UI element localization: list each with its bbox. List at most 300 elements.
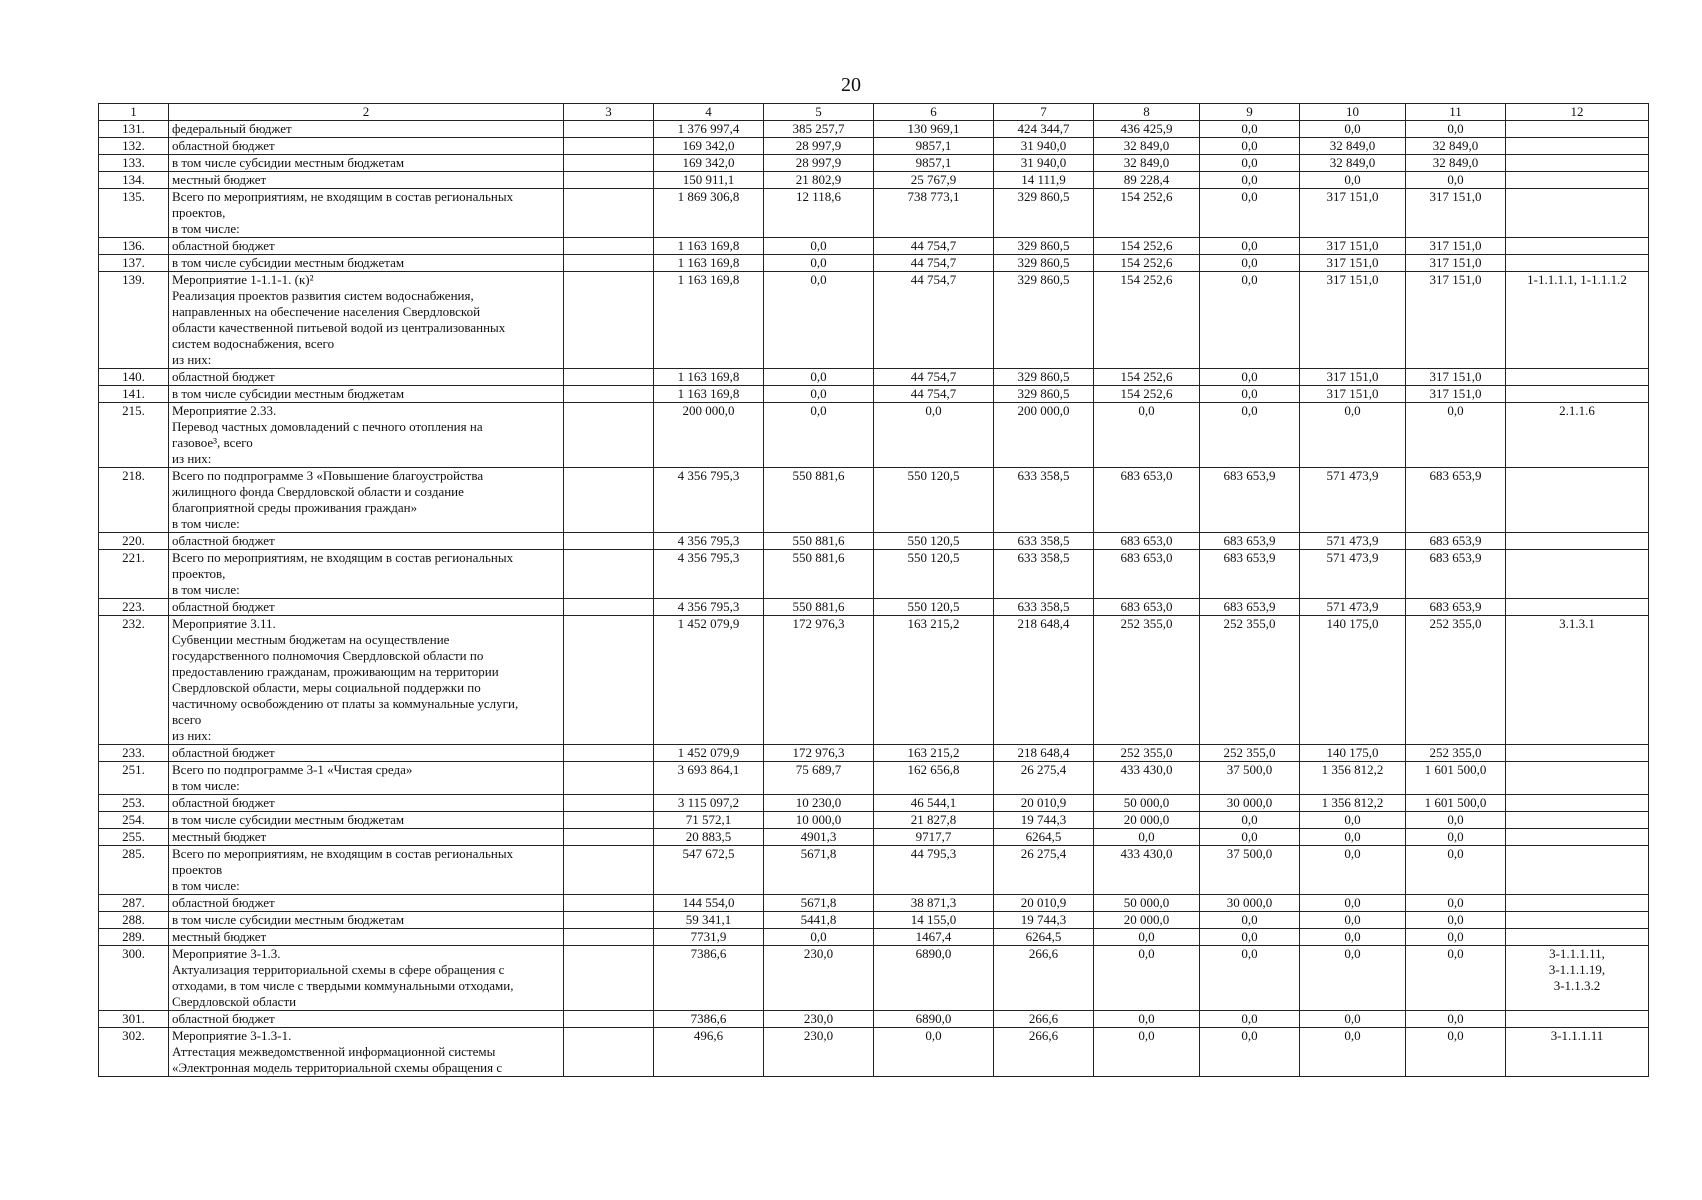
value-cell: 32 849,0 xyxy=(1300,155,1406,172)
row-description xyxy=(169,829,564,846)
target-code-cell xyxy=(1506,238,1649,255)
value-cell: 46 544,1 xyxy=(874,795,994,812)
target-code-cell xyxy=(1506,929,1649,946)
value-cell: 0,0 xyxy=(1200,929,1300,946)
description-line: Всего по мероприятиям, не входящим в состав региональных xyxy=(172,550,514,565)
description-line: областной бюджет xyxy=(172,795,275,810)
empty-cell xyxy=(564,946,654,1011)
value-cell: 571 473,9 xyxy=(1300,533,1406,550)
value-cell: 144 554,0 xyxy=(654,895,764,912)
column-header: 8 xyxy=(1094,104,1200,121)
row-number: 140. xyxy=(99,369,169,386)
description-line: проектов, xyxy=(172,566,226,581)
value-cell: 317 151,0 xyxy=(1300,238,1406,255)
table-row xyxy=(99,468,1649,533)
value-cell: 317 151,0 xyxy=(1300,189,1406,238)
header-row xyxy=(99,104,1649,121)
description-line: газовое³, всего xyxy=(172,435,253,450)
target-code-cell xyxy=(1506,138,1649,155)
value-cell: 44 795,3 xyxy=(874,846,994,895)
value-cell: 44 754,7 xyxy=(874,255,994,272)
row-number: 233. xyxy=(99,745,169,762)
value-cell: 550 881,6 xyxy=(764,533,874,550)
row-description xyxy=(169,795,564,812)
description-line: Мероприятие 3-1.3-1. xyxy=(172,1028,292,1043)
value-cell: 37 500,0 xyxy=(1200,762,1300,795)
description-line: частичному освобождению от платы за коммунальные услуги, xyxy=(172,696,519,711)
description-line: областной бюджет xyxy=(172,895,275,910)
target-code-cell xyxy=(1506,895,1649,912)
value-cell: 0,0 xyxy=(1406,946,1506,1011)
value-cell: 30 000,0 xyxy=(1200,795,1300,812)
empty-cell xyxy=(564,829,654,846)
row-number: 300. xyxy=(99,946,169,1011)
empty-cell xyxy=(564,846,654,895)
value-cell: 218 648,4 xyxy=(994,745,1094,762)
table-row xyxy=(99,386,1649,403)
description-line: из них: xyxy=(172,451,212,466)
description-line: Реализация проектов развития систем водоснабжения, xyxy=(172,288,474,303)
empty-cell xyxy=(564,386,654,403)
value-cell: 38 871,3 xyxy=(874,895,994,912)
value-cell: 150 911,1 xyxy=(654,172,764,189)
empty-cell xyxy=(564,189,654,238)
row-number: 253. xyxy=(99,795,169,812)
value-cell: 683 653,9 xyxy=(1200,468,1300,533)
table-row xyxy=(99,946,1649,1011)
value-cell: 1 356 812,2 xyxy=(1300,795,1406,812)
description-line: Перевод частных домовладений с печного отопления на xyxy=(172,419,483,434)
empty-cell xyxy=(564,1028,654,1077)
value-cell: 140 175,0 xyxy=(1300,745,1406,762)
table-row xyxy=(99,403,1649,468)
value-cell: 317 151,0 xyxy=(1406,238,1506,255)
value-cell: 20 010,9 xyxy=(994,895,1094,912)
value-cell: 89 228,4 xyxy=(1094,172,1200,189)
description-line: в том числе: xyxy=(172,878,240,893)
target-code: 3-1.1.1.19, xyxy=(1548,962,1606,977)
target-code-cell xyxy=(1506,745,1649,762)
target-code-cell xyxy=(1506,172,1649,189)
value-cell: 433 430,0 xyxy=(1094,762,1200,795)
value-cell: 385 257,7 xyxy=(764,121,874,138)
value-cell: 154 252,6 xyxy=(1094,369,1200,386)
value-cell: 162 656,8 xyxy=(874,762,994,795)
empty-cell xyxy=(564,912,654,929)
empty-cell xyxy=(564,121,654,138)
description-line: всего xyxy=(172,712,202,727)
value-cell: 266,6 xyxy=(994,1011,1094,1028)
row-number: 221. xyxy=(99,550,169,599)
empty-cell xyxy=(564,762,654,795)
target-code: 2.1.1.6 xyxy=(1559,403,1595,418)
value-cell: 4 356 795,3 xyxy=(654,550,764,599)
value-cell: 172 976,3 xyxy=(764,616,874,745)
target-code-cell xyxy=(1506,912,1649,929)
description-line: Аттестация межведомственной информационной системы xyxy=(172,1044,496,1059)
value-cell: 0,0 xyxy=(764,386,874,403)
value-cell: 230,0 xyxy=(764,1011,874,1028)
value-cell: 0,0 xyxy=(1200,155,1300,172)
value-cell: 1 601 500,0 xyxy=(1406,795,1506,812)
value-cell: 0,0 xyxy=(1094,829,1200,846)
row-number: 133. xyxy=(99,155,169,172)
empty-cell xyxy=(564,929,654,946)
row-number: 289. xyxy=(99,929,169,946)
target-code: 3.1.3.1 xyxy=(1559,616,1595,631)
value-cell: 31 940,0 xyxy=(994,138,1094,155)
value-cell: 163 215,2 xyxy=(874,616,994,745)
value-cell: 0,0 xyxy=(1094,1028,1200,1077)
empty-cell xyxy=(564,238,654,255)
value-cell: 172 976,3 xyxy=(764,745,874,762)
value-cell: 21 802,9 xyxy=(764,172,874,189)
value-cell: 59 341,1 xyxy=(654,912,764,929)
value-cell: 0,0 xyxy=(874,403,994,468)
target-code-cell xyxy=(1506,533,1649,550)
empty-cell xyxy=(564,255,654,272)
value-cell: 329 860,5 xyxy=(994,255,1094,272)
value-cell: 683 653,0 xyxy=(1094,599,1200,616)
value-cell: 317 151,0 xyxy=(1406,189,1506,238)
description-line: проектов, xyxy=(172,205,226,220)
row-description xyxy=(169,1011,564,1028)
target-code-cell xyxy=(1506,272,1649,369)
value-cell: 130 969,1 xyxy=(874,121,994,138)
value-cell: 1 452 079,9 xyxy=(654,745,764,762)
target-code-cell xyxy=(1506,403,1649,468)
value-cell: 1 376 997,4 xyxy=(654,121,764,138)
value-cell: 0,0 xyxy=(1200,138,1300,155)
row-number: 134. xyxy=(99,172,169,189)
value-cell: 50 000,0 xyxy=(1094,895,1200,912)
value-cell: 6264,5 xyxy=(994,929,1094,946)
row-description xyxy=(169,189,564,238)
row-number: 215. xyxy=(99,403,169,468)
value-cell: 317 151,0 xyxy=(1406,272,1506,369)
description-line: в том числе субсидии местным бюджетам xyxy=(172,912,405,927)
value-cell: 0,0 xyxy=(1200,1011,1300,1028)
value-cell: 0,0 xyxy=(1094,403,1200,468)
table-row xyxy=(99,138,1649,155)
empty-cell xyxy=(564,272,654,369)
description-line: Всего по мероприятиям, не входящим в состав региональных xyxy=(172,846,514,861)
table-row xyxy=(99,238,1649,255)
table-row xyxy=(99,272,1649,369)
value-cell: 154 252,6 xyxy=(1094,189,1200,238)
value-cell: 633 358,5 xyxy=(994,599,1094,616)
description-line: областной бюджет xyxy=(172,533,275,548)
empty-cell xyxy=(564,895,654,912)
value-cell: 0,0 xyxy=(1406,929,1506,946)
value-cell: 0,0 xyxy=(1200,1028,1300,1077)
row-description xyxy=(169,533,564,550)
description-line: Актуализация территориальной схемы в сфере обращения с xyxy=(172,962,505,977)
row-description xyxy=(169,846,564,895)
value-cell: 252 355,0 xyxy=(1094,616,1200,745)
description-line: области качественной питьевой водой из централизованных xyxy=(172,320,506,335)
row-number: 301. xyxy=(99,1011,169,1028)
value-cell: 19 744,3 xyxy=(994,912,1094,929)
value-cell: 0,0 xyxy=(1300,403,1406,468)
value-cell: 9857,1 xyxy=(874,138,994,155)
value-cell: 550 120,5 xyxy=(874,468,994,533)
empty-cell xyxy=(564,403,654,468)
value-cell: 32 849,0 xyxy=(1300,138,1406,155)
value-cell: 329 860,5 xyxy=(994,386,1094,403)
description-line: из них: xyxy=(172,728,212,743)
value-cell: 633 358,5 xyxy=(994,533,1094,550)
value-cell: 200 000,0 xyxy=(654,403,764,468)
description-line: в том числе субсидии местным бюджетам xyxy=(172,812,405,827)
row-description xyxy=(169,369,564,386)
value-cell: 32 849,0 xyxy=(1406,138,1506,155)
row-number: 254. xyxy=(99,812,169,829)
value-cell: 0,0 xyxy=(1200,172,1300,189)
description-line: Всего по подпрограмме 3-1 «Чистая среда» xyxy=(172,762,413,777)
value-cell: 44 754,7 xyxy=(874,238,994,255)
value-cell: 329 860,5 xyxy=(994,238,1094,255)
target-code-cell xyxy=(1506,1011,1649,1028)
value-cell: 7386,6 xyxy=(654,946,764,1011)
row-description xyxy=(169,745,564,762)
value-cell: 683 653,9 xyxy=(1200,599,1300,616)
description-line: благоприятной среды проживания граждан» xyxy=(172,500,418,515)
column-header: 7 xyxy=(994,104,1094,121)
empty-cell xyxy=(564,616,654,745)
description-line: Всего по мероприятиям, не входящим в состав региональных xyxy=(172,189,514,204)
value-cell: 1 163 169,8 xyxy=(654,255,764,272)
target-code-cell xyxy=(1506,468,1649,533)
value-cell: 200 000,0 xyxy=(994,403,1094,468)
target-code-cell xyxy=(1506,189,1649,238)
value-cell: 6264,5 xyxy=(994,829,1094,846)
description-line: в том числе субсидии местным бюджетам xyxy=(172,155,405,170)
value-cell: 20 010,9 xyxy=(994,795,1094,812)
row-description xyxy=(169,762,564,795)
value-cell: 230,0 xyxy=(764,1028,874,1077)
description-line: областной бюджет xyxy=(172,138,275,153)
value-cell: 550 881,6 xyxy=(764,550,874,599)
value-cell: 547 672,5 xyxy=(654,846,764,895)
value-cell: 218 648,4 xyxy=(994,616,1094,745)
column-header: 2 xyxy=(169,104,564,121)
value-cell: 50 000,0 xyxy=(1094,795,1200,812)
value-cell: 14 111,9 xyxy=(994,172,1094,189)
column-header: 11 xyxy=(1406,104,1506,121)
value-cell: 75 689,7 xyxy=(764,762,874,795)
value-cell: 6890,0 xyxy=(874,946,994,1011)
value-cell: 3 693 864,1 xyxy=(654,762,764,795)
description-line: в том числе субсидии местным бюджетам xyxy=(172,255,405,270)
table-row xyxy=(99,745,1649,762)
value-cell: 0,0 xyxy=(1406,1011,1506,1028)
value-cell: 0,0 xyxy=(1200,255,1300,272)
table-row xyxy=(99,846,1649,895)
value-cell: 266,6 xyxy=(994,946,1094,1011)
value-cell: 0,0 xyxy=(1094,1011,1200,1028)
value-cell: 738 773,1 xyxy=(874,189,994,238)
row-description xyxy=(169,255,564,272)
column-header: 3 xyxy=(564,104,654,121)
value-cell: 26 275,4 xyxy=(994,762,1094,795)
value-cell: 0,0 xyxy=(1200,189,1300,238)
column-header: 4 xyxy=(654,104,764,121)
table-row xyxy=(99,155,1649,172)
value-cell: 0,0 xyxy=(1094,929,1200,946)
value-cell: 550 120,5 xyxy=(874,533,994,550)
page-number: 20 xyxy=(841,74,861,96)
value-cell: 0,0 xyxy=(764,929,874,946)
value-cell: 683 653,9 xyxy=(1406,550,1506,599)
value-cell: 0,0 xyxy=(1406,912,1506,929)
value-cell: 266,6 xyxy=(994,1028,1094,1077)
value-cell: 44 754,7 xyxy=(874,272,994,369)
value-cell: 19 744,3 xyxy=(994,812,1094,829)
value-cell: 0,0 xyxy=(1200,812,1300,829)
value-cell: 0,0 xyxy=(1406,895,1506,912)
value-cell: 252 355,0 xyxy=(1200,616,1300,745)
row-number: 288. xyxy=(99,912,169,929)
row-number: 131. xyxy=(99,121,169,138)
value-cell: 44 754,7 xyxy=(874,369,994,386)
empty-cell xyxy=(564,138,654,155)
budget-table xyxy=(98,103,1649,1077)
value-cell: 0,0 xyxy=(1406,1028,1506,1077)
description-line: государственного полномочия Свердловской области по xyxy=(172,648,484,663)
value-cell: 32 849,0 xyxy=(1406,155,1506,172)
value-cell: 25 767,9 xyxy=(874,172,994,189)
description-line: Свердловской области xyxy=(172,994,297,1009)
value-cell: 4 356 795,3 xyxy=(654,599,764,616)
value-cell: 550 881,6 xyxy=(764,468,874,533)
value-cell: 32 849,0 xyxy=(1094,138,1200,155)
value-cell: 0,0 xyxy=(1300,929,1406,946)
value-cell: 0,0 xyxy=(1406,403,1506,468)
row-number: 137. xyxy=(99,255,169,272)
value-cell: 683 653,9 xyxy=(1200,550,1300,599)
row-description xyxy=(169,386,564,403)
row-description xyxy=(169,403,564,468)
value-cell: 140 175,0 xyxy=(1300,616,1406,745)
description-line: Субвенции местным бюджетам на осуществление xyxy=(172,632,450,647)
value-cell: 550 881,6 xyxy=(764,599,874,616)
row-number: 136. xyxy=(99,238,169,255)
value-cell: 317 151,0 xyxy=(1300,369,1406,386)
value-cell: 329 860,5 xyxy=(994,369,1094,386)
row-description xyxy=(169,155,564,172)
value-cell: 9717,7 xyxy=(874,829,994,846)
value-cell: 0,0 xyxy=(1200,238,1300,255)
description-line: предоставлению гражданам, проживающим на территории xyxy=(172,664,499,679)
row-description xyxy=(169,946,564,1011)
table-row xyxy=(99,172,1649,189)
target-code-cell xyxy=(1506,550,1649,599)
value-cell: 0,0 xyxy=(1406,846,1506,895)
value-cell: 0,0 xyxy=(1300,1011,1406,1028)
value-cell: 0,0 xyxy=(1406,829,1506,846)
description-line: «Электронная модель территориальной схемы обращения с xyxy=(172,1060,503,1075)
target-code-cell xyxy=(1506,762,1649,795)
value-cell: 633 358,5 xyxy=(994,468,1094,533)
description-line: областной бюджет xyxy=(172,745,275,760)
value-cell: 31 940,0 xyxy=(994,155,1094,172)
value-cell: 571 473,9 xyxy=(1300,550,1406,599)
description-line: систем водоснабжения, всего xyxy=(172,336,335,351)
value-cell: 169 342,0 xyxy=(654,138,764,155)
value-cell: 28 997,9 xyxy=(764,138,874,155)
value-cell: 4 356 795,3 xyxy=(654,468,764,533)
column-header: 6 xyxy=(874,104,994,121)
value-cell: 433 430,0 xyxy=(1094,846,1200,895)
target-code: 3-1.1.1.11, xyxy=(1549,946,1605,961)
row-description xyxy=(169,238,564,255)
row-number: 285. xyxy=(99,846,169,895)
value-cell: 0,0 xyxy=(1200,912,1300,929)
value-cell: 0,0 xyxy=(1300,912,1406,929)
value-cell: 550 120,5 xyxy=(874,550,994,599)
empty-cell xyxy=(564,550,654,599)
target-code-cell xyxy=(1506,829,1649,846)
column-header: 12 xyxy=(1506,104,1649,121)
description-line: проектов xyxy=(172,862,223,877)
table-row xyxy=(99,829,1649,846)
row-number: 135. xyxy=(99,189,169,238)
description-line: Мероприятие 2.33. xyxy=(172,403,277,418)
row-number: 232. xyxy=(99,616,169,745)
value-cell: 163 215,2 xyxy=(874,745,994,762)
value-cell: 0,0 xyxy=(1200,121,1300,138)
table-row xyxy=(99,616,1649,745)
table-row xyxy=(99,912,1649,929)
value-cell: 0,0 xyxy=(1300,829,1406,846)
value-cell: 252 355,0 xyxy=(1406,745,1506,762)
value-cell: 230,0 xyxy=(764,946,874,1011)
value-cell: 37 500,0 xyxy=(1200,846,1300,895)
value-cell: 0,0 xyxy=(1300,121,1406,138)
value-cell: 252 355,0 xyxy=(1200,745,1300,762)
table-row xyxy=(99,795,1649,812)
value-cell: 0,0 xyxy=(1406,812,1506,829)
table-row xyxy=(99,1028,1649,1077)
row-number: 139. xyxy=(99,272,169,369)
value-cell: 7386,6 xyxy=(654,1011,764,1028)
row-number: 132. xyxy=(99,138,169,155)
table-body xyxy=(99,104,1649,1077)
value-cell: 154 252,6 xyxy=(1094,238,1200,255)
empty-cell xyxy=(564,599,654,616)
empty-cell xyxy=(564,1011,654,1028)
row-number: 220. xyxy=(99,533,169,550)
empty-cell xyxy=(564,468,654,533)
row-number: 302. xyxy=(99,1028,169,1077)
value-cell: 169 342,0 xyxy=(654,155,764,172)
description-line: областной бюджет xyxy=(172,599,275,614)
value-cell: 154 252,6 xyxy=(1094,386,1200,403)
value-cell: 683 653,9 xyxy=(1200,533,1300,550)
target-code: 1-1.1.1.1, 1-1.1.1.2 xyxy=(1527,272,1627,287)
value-cell: 1 356 812,2 xyxy=(1300,762,1406,795)
value-cell: 1467,4 xyxy=(874,929,994,946)
row-description xyxy=(169,138,564,155)
value-cell: 1 163 169,8 xyxy=(654,369,764,386)
empty-cell xyxy=(564,795,654,812)
table-row xyxy=(99,762,1649,795)
row-description xyxy=(169,929,564,946)
value-cell: 0,0 xyxy=(1300,846,1406,895)
value-cell: 44 754,7 xyxy=(874,386,994,403)
value-cell: 436 425,9 xyxy=(1094,121,1200,138)
